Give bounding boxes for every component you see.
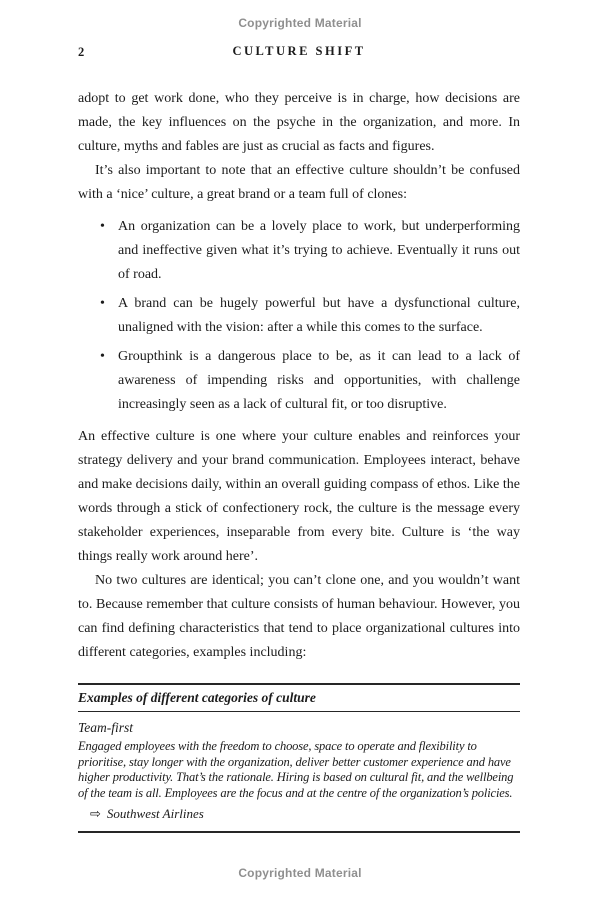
bullet-icon: • bbox=[100, 349, 105, 364]
entry-example bbox=[78, 806, 520, 822]
list-item bbox=[78, 345, 520, 417]
paragraph-intro: adopt to get work done, who they perceive is in charge, how decisions are made, the key influences on the psyche in the organization, and more. In culture, myths and fables are just as crucial as facts and figures. bbox=[78, 91, 520, 154]
entry-title: Team-first bbox=[78, 720, 134, 735]
copyright-notice-bottom: Copyrighted Material bbox=[238, 866, 362, 880]
running-header-title: CULTURE SHIFT bbox=[232, 44, 366, 58]
running-head bbox=[78, 44, 520, 60]
table-row bbox=[78, 720, 520, 822]
right-arrow-icon: ⇨ bbox=[90, 806, 101, 821]
bullet-text: A brand can be hugely powerful but have a dysfunctional culture, unaligned with the vision: after a while this comes to the surface. bbox=[118, 296, 520, 335]
bullet-icon: • bbox=[100, 296, 105, 311]
paragraph-important-note: It’s also important to note that an effective culture shouldn’t be confused with a ‘nice’ culture, a great brand or a team full of clones: bbox=[78, 163, 520, 202]
bullet-text: An organization can be a lovely place to work, but underperforming and ineffective given what it’s trying to achieve. Eventually it runs out of road. bbox=[118, 219, 520, 282]
body-text bbox=[78, 87, 520, 665]
entry-description: Engaged employees with the freedom to choose, space to operate and flexibility to prioritise, stay longer with the organization, deliver better customer experience and have higher productivity. That’s the rationale. Hiring is based on cultural fit, and the wellbeing of the team is all. Employees are the focus and at the centre of the organization’s policies. bbox=[78, 739, 514, 800]
bullet-icon: • bbox=[100, 219, 105, 234]
paragraph-no-two-cultures: No two cultures are identical; you can’t clone one, and you wouldn’t want to. Because remember that culture consists of human behaviour. However, you can find defining characteristics that tend to place organizational cultures into different categories, examples including: bbox=[78, 573, 520, 660]
bullet-text: Groupthink is a dangerous place to be, as it can lead to a lack of awareness of impending risks and opportunities, with challenge increasingly seen as a lack of cultural fit, or too disruptive. bbox=[118, 349, 520, 412]
culture-categories-table bbox=[78, 683, 520, 833]
list-item bbox=[78, 292, 520, 340]
copyright-notice-top: Copyrighted Material bbox=[238, 16, 362, 30]
table-header: Examples of different categories of culture bbox=[78, 685, 520, 712]
entry-example-label: Southwest Airlines bbox=[106, 806, 204, 821]
page-number: 2 bbox=[78, 45, 85, 59]
bullet-list bbox=[78, 215, 520, 417]
paragraph-effective-culture: An effective culture is one where your culture enables and reinforces your strategy delivery and your brand communication. Employees interact, behave and make decisions daily, within an overall guiding compass of ethos. Like the words through a stick of confectionery rock, the culture is the message every stakeholder experiences, inseparable from every bite. Culture is ‘the way things really work around here’. bbox=[78, 429, 520, 564]
list-item bbox=[78, 215, 520, 287]
